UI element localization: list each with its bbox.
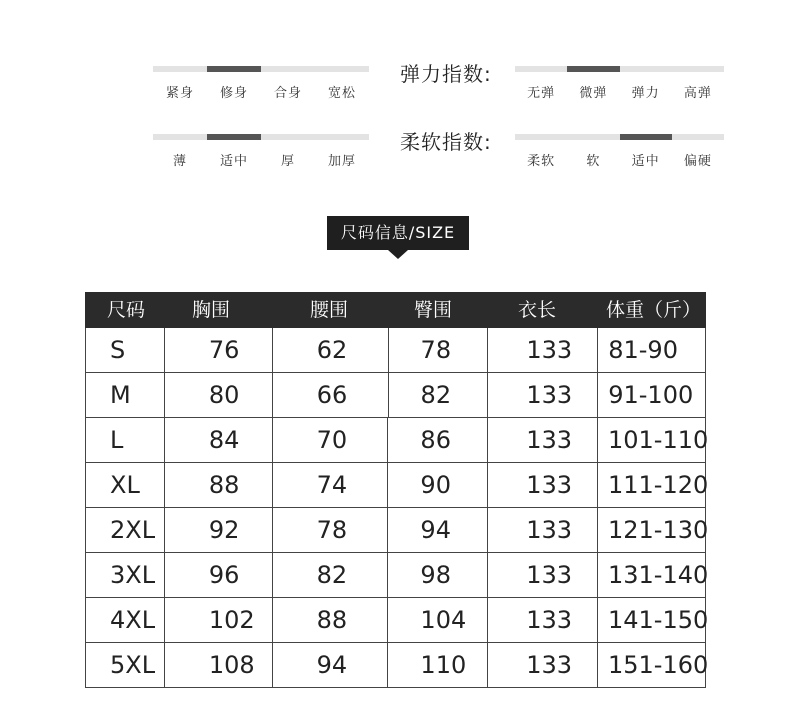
waist-cell: 66 <box>273 373 389 417</box>
weight-cell: 141-150 <box>598 598 706 642</box>
weight-cell: 111-120 <box>598 463 706 507</box>
table-row <box>86 598 709 643</box>
weight-cell: 131-140 <box>598 553 706 597</box>
length-cell: 133 <box>488 643 598 687</box>
chest-cell: 80 <box>165 373 273 417</box>
chest-cell: 92 <box>165 508 273 552</box>
size-table-body <box>85 328 709 688</box>
fit-label: 宽松 <box>327 86 356 101</box>
elasticity-label: 弹力 <box>631 86 660 101</box>
hip-cell: 86 <box>388 418 488 462</box>
length-cell: 133 <box>488 418 598 462</box>
elasticity-label: 无弹 <box>527 86 556 101</box>
chest-cell: 88 <box>165 463 273 507</box>
fit-label: 修身 <box>219 86 248 101</box>
softness-index-track <box>515 134 724 140</box>
thickness-label: 适中 <box>219 154 248 169</box>
fit-index-track <box>153 66 369 72</box>
size-cell: S <box>86 328 165 372</box>
chest-cell: 76 <box>165 328 273 372</box>
weight-cell: 81-90 <box>598 328 706 372</box>
softness-label: 软 <box>586 154 601 169</box>
size-info-banner: 尺码信息/SIZE <box>327 216 469 250</box>
waist-cell: 82 <box>273 553 389 597</box>
length-cell: 133 <box>488 553 598 597</box>
size-cell: 3XL <box>86 553 165 597</box>
size-table <box>85 292 709 688</box>
hip-cell: 110 <box>388 643 488 687</box>
softness-label: 适中 <box>631 154 660 169</box>
hip-cell: 82 <box>389 373 489 417</box>
thickness-label: 厚 <box>280 154 295 169</box>
thickness-index-track <box>153 134 369 140</box>
header-weight: 体重（斤） <box>606 299 702 321</box>
elasticity-index-scale <box>515 66 724 101</box>
length-cell: 133 <box>488 598 598 642</box>
hip-cell: 90 <box>388 463 488 507</box>
softness-index-marker <box>620 134 672 140</box>
size-table-header <box>85 292 706 328</box>
elasticity-index-marker <box>567 66 619 72</box>
length-cell: 133 <box>488 508 598 552</box>
size-cell: M <box>86 373 165 417</box>
table-row <box>86 508 709 553</box>
table-row <box>86 418 709 463</box>
elasticity-label: 微弹 <box>579 86 608 101</box>
header-waist: 腰围 <box>310 299 349 321</box>
chest-cell: 108 <box>165 643 273 687</box>
size-cell: L <box>86 418 165 462</box>
fit-label: 紧身 <box>165 86 194 101</box>
table-row <box>86 553 709 598</box>
banner-arrow-icon <box>388 250 408 259</box>
hip-cell: 94 <box>388 508 488 552</box>
fit-index-marker <box>207 66 261 72</box>
hip-cell: 98 <box>388 553 488 597</box>
size-cell: 4XL <box>86 598 165 642</box>
header-chest: 胸围 <box>192 299 231 321</box>
waist-cell: 78 <box>273 508 389 552</box>
waist-cell: 88 <box>273 598 389 642</box>
header-size: 尺码 <box>107 299 146 321</box>
thickness-label: 薄 <box>172 154 187 169</box>
thickness-label: 加厚 <box>327 154 356 169</box>
elasticity-index-track <box>515 66 724 72</box>
hip-cell: 78 <box>389 328 489 372</box>
chest-cell: 102 <box>165 598 273 642</box>
length-cell: 133 <box>488 328 598 372</box>
softness-index-scale <box>515 134 724 169</box>
length-cell: 133 <box>488 373 598 417</box>
weight-cell: 121-130 <box>598 508 706 552</box>
hip-cell: 104 <box>388 598 488 642</box>
weight-cell: 91-100 <box>598 373 706 417</box>
elasticity-index-title: 弹力指数: <box>400 62 492 86</box>
fit-label: 合身 <box>273 86 302 101</box>
length-cell: 133 <box>488 463 598 507</box>
weight-cell: 151-160 <box>598 643 706 687</box>
waist-cell: 62 <box>273 328 389 372</box>
table-row <box>86 463 709 508</box>
fit-index-scale <box>153 66 369 101</box>
thickness-index-scale <box>153 134 369 169</box>
thickness-index-marker <box>207 134 261 140</box>
header-length: 衣长 <box>518 299 557 321</box>
softness-label: 偏硬 <box>683 154 712 169</box>
softness-label: 柔软 <box>527 154 556 169</box>
table-row <box>86 643 709 688</box>
waist-cell: 70 <box>273 418 389 462</box>
size-cell: 2XL <box>86 508 165 552</box>
size-cell: 5XL <box>86 643 165 687</box>
size-cell: XL <box>86 463 165 507</box>
chest-cell: 84 <box>165 418 273 462</box>
chest-cell: 96 <box>165 553 273 597</box>
softness-index-title: 柔软指数: <box>400 130 492 154</box>
table-row <box>86 373 706 418</box>
weight-cell: 101-110 <box>598 418 706 462</box>
table-row <box>86 328 706 373</box>
header-hip: 臀围 <box>414 299 453 321</box>
waist-cell: 94 <box>273 643 389 687</box>
waist-cell: 74 <box>273 463 389 507</box>
elasticity-label: 高弹 <box>683 86 712 101</box>
